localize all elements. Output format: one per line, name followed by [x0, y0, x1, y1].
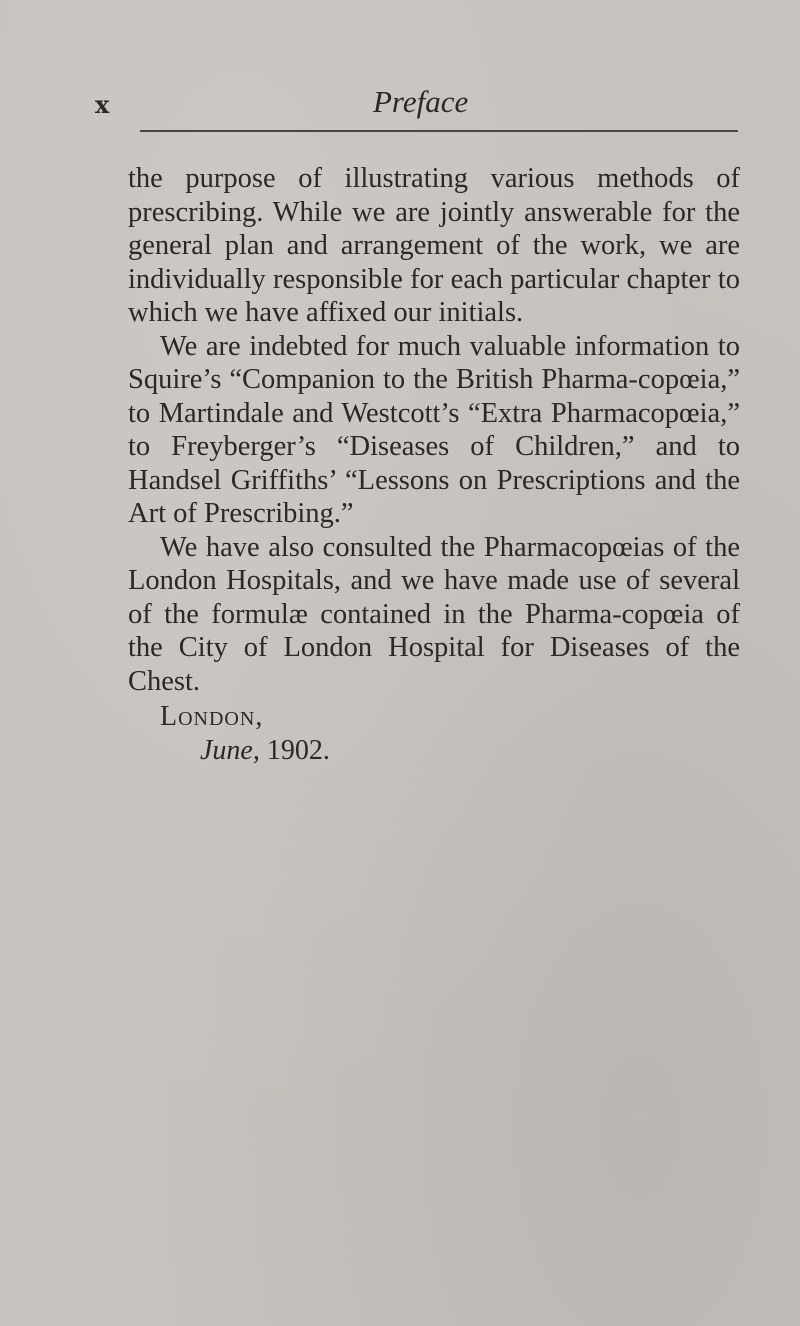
signature-year: 1902.	[266, 735, 330, 766]
preface-body	[128, 162, 740, 698]
signature-date	[200, 734, 330, 768]
signature-month: June,	[200, 735, 260, 766]
paragraph-1: the purpose of illustrating various methods of prescribing. While we are jointly answerable for the general plan and arrangement of the work, we are individually responsible for each particular chapter to which we have affixed our initials.	[128, 163, 740, 328]
paragraph-3: We have also consulted the Pharmacopœias of the London Hospitals, and we have made use of several of the formulæ contained in the Pharma-copœia of the City of London Hospital for Diseases of the Chest.	[128, 531, 740, 697]
header-rule	[140, 130, 738, 132]
page-number: x	[95, 90, 110, 119]
signature-place: London,	[160, 701, 264, 732]
running-head	[95, 78, 727, 128]
signature-block	[160, 700, 330, 768]
paragraph-2: We are indebted for much valuable information to Squire’s “Companion to the British Pharma-copœia,” to Martindale and Westcott’s “Extra Pharmacopœia,” to Freyberger’s “Diseases of Children,” and to Handsel Griffiths’ “Lessons on Prescriptions and the Art of Prescribing.”	[128, 330, 740, 529]
running-title: Preface	[373, 84, 469, 119]
